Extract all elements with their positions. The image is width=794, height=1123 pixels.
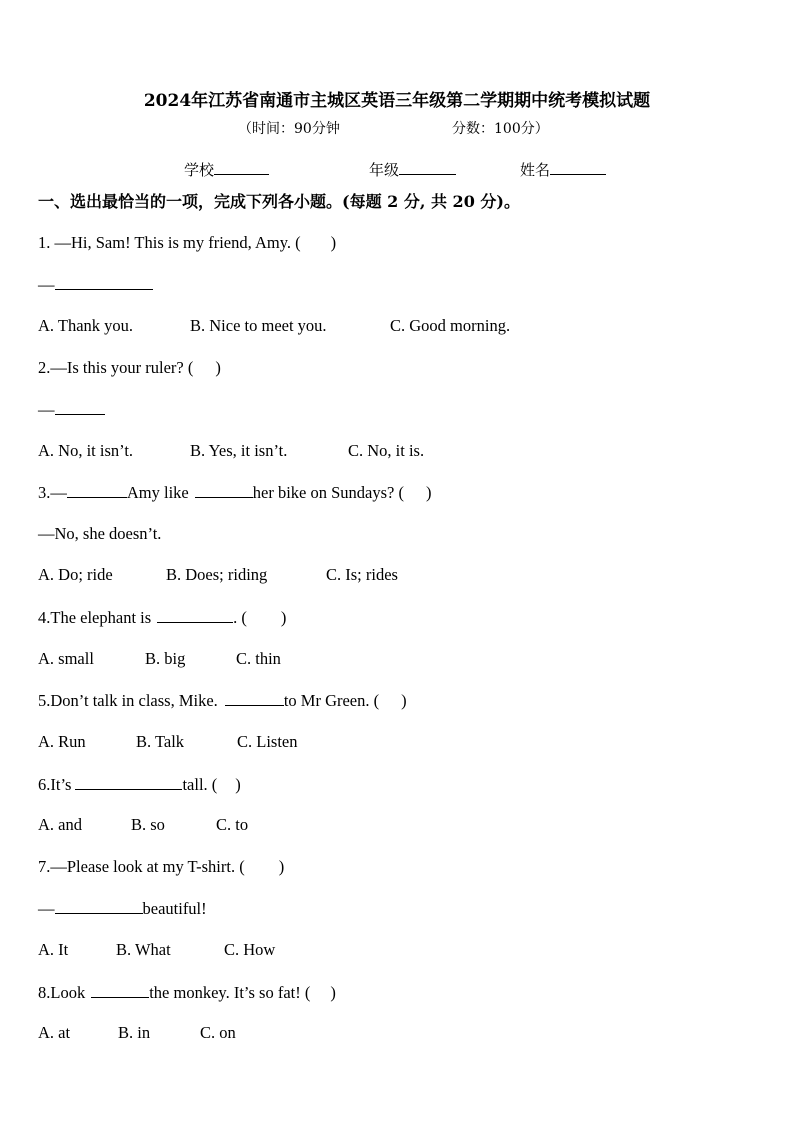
answer-blank[interactable] bbox=[55, 898, 143, 914]
name-label: 姓名 bbox=[520, 161, 551, 179]
answer-blank[interactable] bbox=[157, 607, 233, 623]
question-8 bbox=[38, 982, 336, 1003]
grade-blank[interactable] bbox=[399, 160, 456, 175]
question-1 bbox=[38, 233, 336, 253]
bracket-close: ) bbox=[235, 775, 241, 794]
option-b[interactable]: B. Talk bbox=[136, 732, 185, 751]
option-a[interactable]: A. Thank you. bbox=[38, 316, 134, 335]
question-5 bbox=[38, 690, 407, 711]
section-heading: 一、选出最恰当的一项，完成下列各小题。(每题 2 分, 共 20 分)。 bbox=[38, 192, 520, 211]
dash: — bbox=[38, 400, 55, 419]
option-a[interactable]: A. at bbox=[38, 1023, 71, 1042]
option-c[interactable]: C. to bbox=[216, 815, 249, 834]
question-text: 2.—Is this your ruler? ( bbox=[38, 358, 194, 377]
question-text: her bike on Sundays? ( bbox=[252, 483, 404, 502]
option-a[interactable]: A. Run bbox=[38, 732, 86, 751]
question-3 bbox=[38, 482, 431, 503]
answer-blank[interactable] bbox=[55, 399, 105, 415]
question-text: 3.— bbox=[38, 483, 67, 502]
answer-text: beautiful! bbox=[142, 899, 207, 918]
name-blank[interactable] bbox=[550, 160, 606, 175]
question-text: 6.It’s bbox=[38, 775, 72, 794]
exam-title: 2024年江苏省南通市主城区英语三年级第二学期期中统考模拟试题 bbox=[143, 91, 651, 111]
answer-line-2 bbox=[38, 399, 105, 420]
exam-score: 分数：100分） bbox=[452, 121, 549, 137]
question-text: 1. —Hi, Sam! This is my friend, Amy. ( bbox=[38, 233, 301, 252]
option-c[interactable]: C. Is; rides bbox=[326, 565, 398, 584]
school-field[interactable] bbox=[184, 159, 269, 180]
question-text: 7.—Please look at my T-shirt. ( bbox=[38, 857, 245, 876]
question-text: 4.The elephant is bbox=[38, 608, 152, 627]
question-text: Amy like bbox=[126, 483, 189, 502]
answer-blank[interactable] bbox=[55, 274, 153, 290]
dash: — bbox=[38, 275, 55, 294]
bracket-close: ) bbox=[425, 483, 432, 502]
answer-blank[interactable] bbox=[75, 774, 182, 790]
bracket-close: ) bbox=[278, 857, 285, 876]
grade-field[interactable] bbox=[369, 159, 456, 180]
option-b[interactable]: B. big bbox=[145, 649, 186, 668]
option-a[interactable]: A. small bbox=[38, 649, 94, 668]
option-c[interactable]: C. Listen bbox=[237, 732, 298, 751]
answer-blank[interactable] bbox=[91, 982, 149, 998]
question-6 bbox=[38, 774, 241, 795]
answer-blank[interactable] bbox=[225, 690, 284, 706]
option-a[interactable]: A. No, it isn’t. bbox=[38, 441, 134, 460]
answer-line-1 bbox=[38, 274, 153, 295]
option-a[interactable]: A. It bbox=[38, 940, 69, 959]
grade-label: 年级 bbox=[369, 161, 400, 179]
answer-blank[interactable] bbox=[195, 482, 253, 498]
option-b[interactable]: B. Does; riding bbox=[166, 565, 268, 584]
question-text: tall. ( bbox=[182, 775, 218, 794]
question-text: 5.Don’t talk in class, Mike. bbox=[38, 691, 218, 710]
option-a[interactable]: A. and bbox=[38, 815, 82, 834]
answer-line-3: —No, she doesn’t. bbox=[38, 524, 162, 543]
option-c[interactable]: C. How bbox=[224, 940, 276, 959]
option-b[interactable]: B. so bbox=[131, 815, 165, 834]
answer-line-7 bbox=[38, 898, 207, 919]
bracket-close: ) bbox=[330, 233, 337, 252]
question-text: 8.Look bbox=[38, 983, 86, 1002]
bracket-close: ) bbox=[401, 691, 407, 710]
exam-time: （时间：90分钟 bbox=[238, 121, 340, 137]
dash: — bbox=[38, 899, 55, 918]
option-b[interactable]: B. What bbox=[116, 940, 171, 959]
option-c[interactable]: C. thin bbox=[236, 649, 281, 668]
bracket-close: ) bbox=[280, 608, 287, 627]
question-7 bbox=[38, 857, 284, 877]
option-b[interactable]: B. Yes, it isn’t. bbox=[190, 441, 288, 460]
option-b[interactable]: B. Nice to meet you. bbox=[190, 316, 327, 335]
question-2 bbox=[38, 358, 221, 378]
question-text: the monkey. It’s so fat! ( bbox=[149, 983, 311, 1002]
answer-blank[interactable] bbox=[67, 482, 127, 498]
question-text: . ( bbox=[233, 608, 247, 627]
option-c[interactable]: C. on bbox=[200, 1023, 236, 1042]
question-text: to Mr Green. ( bbox=[283, 691, 380, 710]
option-c[interactable]: C. Good morning. bbox=[390, 316, 511, 335]
school-blank[interactable] bbox=[214, 160, 269, 175]
name-field[interactable] bbox=[520, 159, 606, 180]
bracket-close: ) bbox=[215, 358, 221, 377]
school-label: 学校 bbox=[184, 161, 215, 179]
question-4 bbox=[38, 607, 286, 628]
option-c[interactable]: C. No, it is. bbox=[348, 441, 425, 460]
option-a[interactable]: A. Do; ride bbox=[38, 565, 113, 584]
option-b[interactable]: B. in bbox=[118, 1023, 151, 1042]
bracket-close: ) bbox=[330, 983, 336, 1002]
